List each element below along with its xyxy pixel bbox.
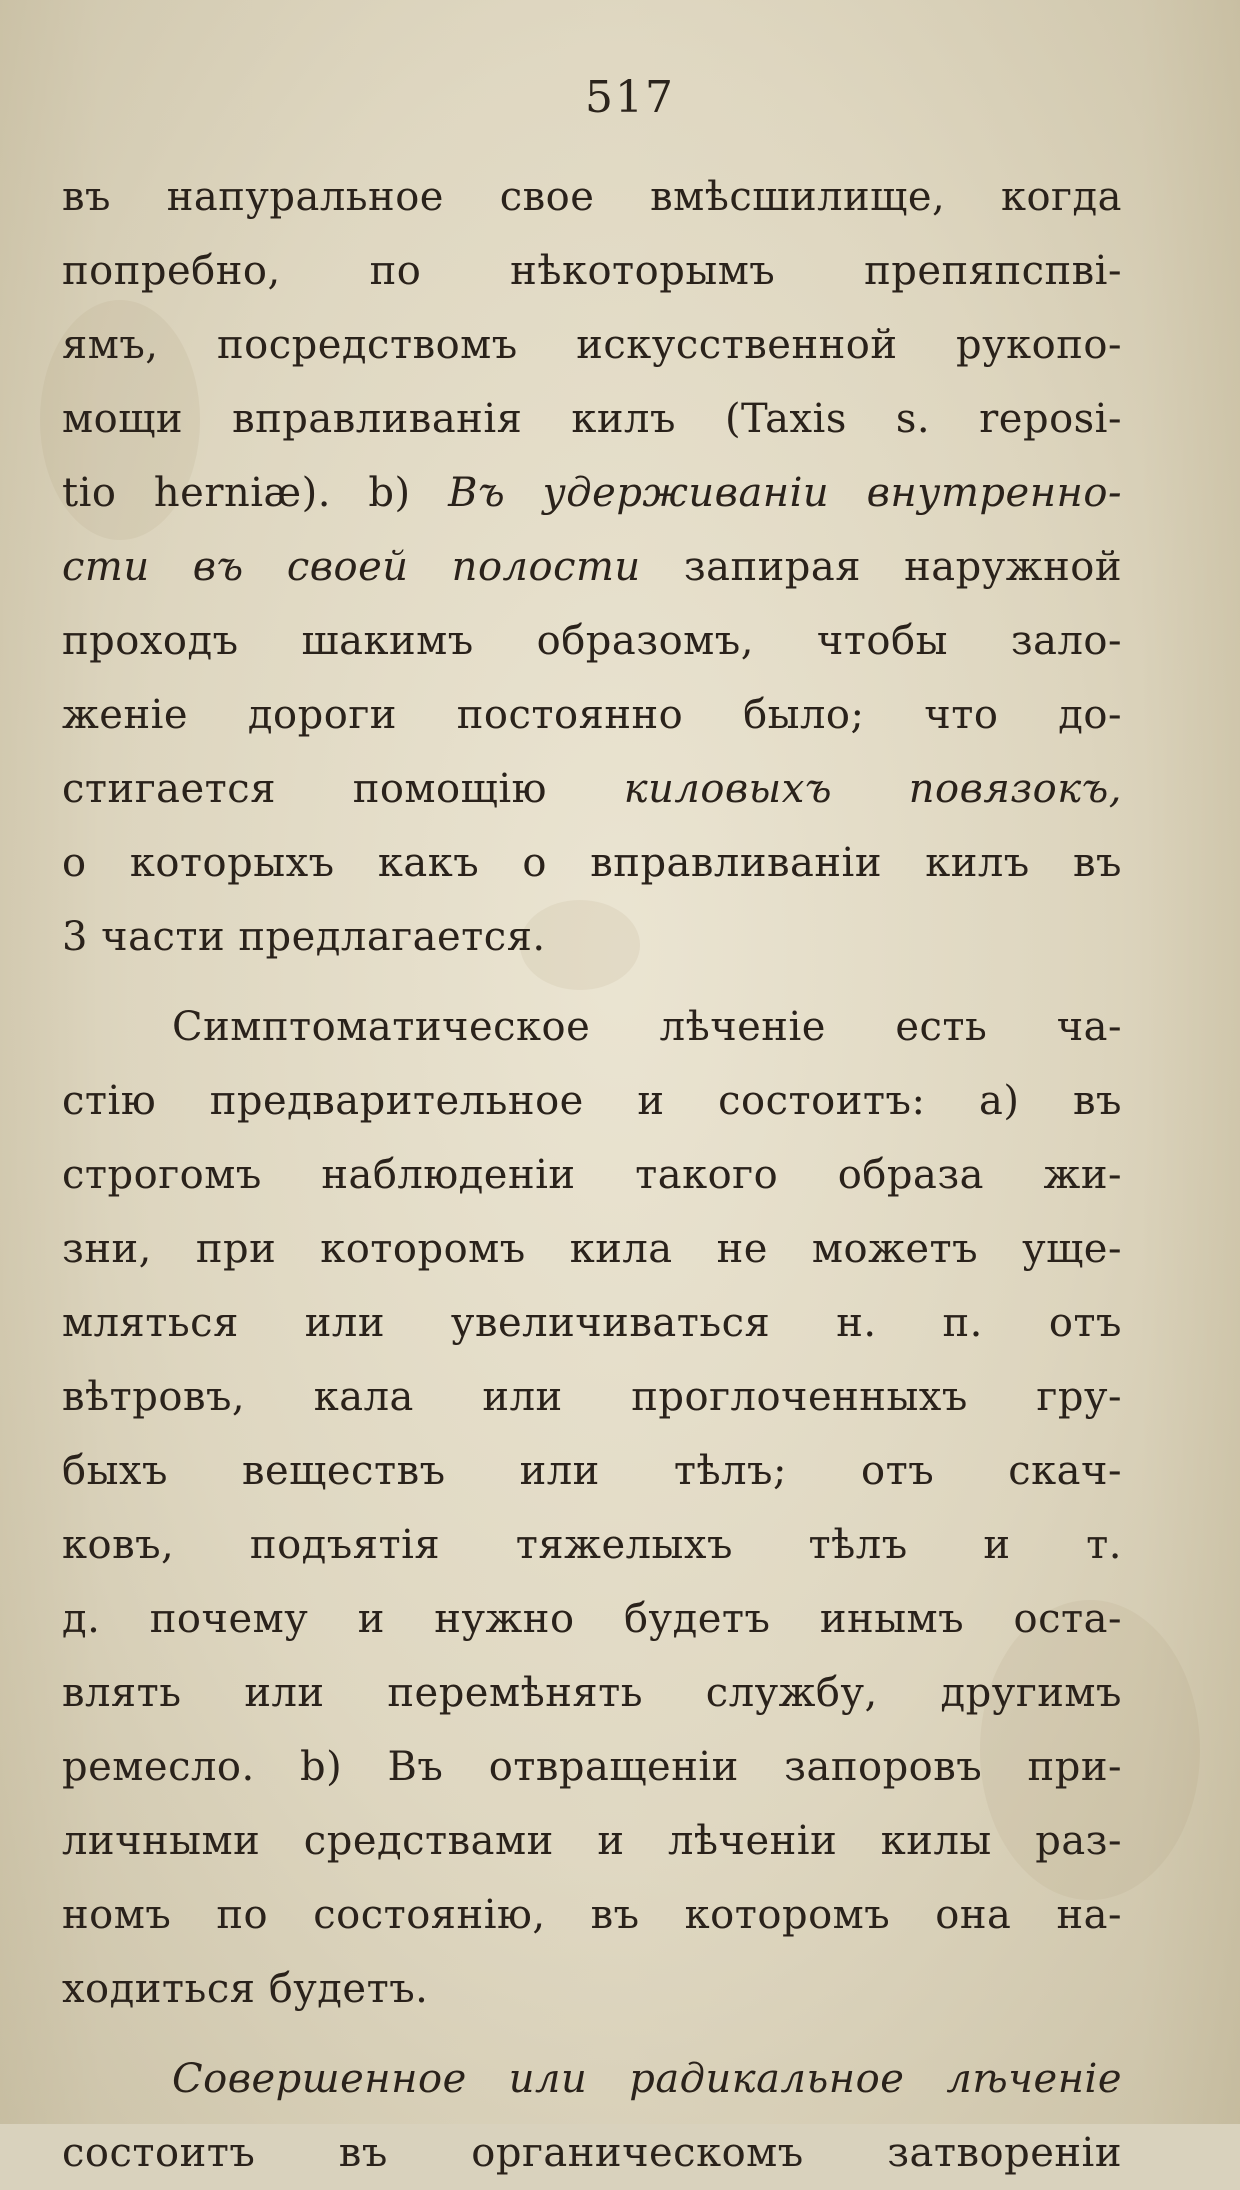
- italic-run: сти въ своей полости: [62, 544, 641, 590]
- italic-run: Въ удерживаніи внутренно-: [448, 470, 1122, 516]
- text-line: ковъ, подъятія тяжелыхъ тѣлъ и т.: [62, 1522, 1122, 1568]
- text-line: состоитъ въ органическомъ затвореніи: [62, 2130, 1122, 2176]
- page-number: 517: [585, 72, 675, 123]
- text-line: [62, 530, 1122, 604]
- body-text: [62, 160, 1122, 2190]
- text-line: 3 части предлагается.: [62, 914, 546, 960]
- text-line: женіе дороги постоянно было; что до-: [62, 692, 1122, 738]
- text-line: мляться или увеличиваться н. п. отъ: [62, 1300, 1122, 1346]
- text-run: запирая наружной: [640, 544, 1122, 590]
- text-line: д. почему и нужно будетъ инымъ оста-: [62, 1596, 1122, 1642]
- text-line: [62, 752, 1122, 826]
- text-line: вѣтровъ, кала или проглоченныхъ гру-: [62, 1374, 1122, 1420]
- text-line: мощи вправливанія килъ (Taxis s. reposi-: [62, 396, 1122, 442]
- text-line: ямъ, посредствомъ искусственной рукопо-: [62, 322, 1122, 368]
- text-line: быхъ веществъ или тѣлъ; отъ скач-: [62, 1448, 1122, 1494]
- text-line: Совершенное или радикальное лѣченіе: [172, 2056, 1122, 2102]
- text-line: стію предварительное и состоитъ: а) въ: [62, 1078, 1122, 1124]
- text-line: ремесло. b) Въ отвращеніи запоровъ при-: [62, 1744, 1122, 1790]
- italic-run: киловыхъ повязокъ,: [623, 766, 1123, 812]
- text-line: ходиться будетъ.: [62, 1966, 429, 2012]
- text-line: о которыхъ какъ о вправливаніи килъ въ: [62, 840, 1122, 886]
- text-line: влять или перемѣнять службу, другимъ: [62, 1670, 1122, 1716]
- text-run: стигается помощію: [62, 766, 624, 812]
- text-line: зни, при которомъ кила не можетъ уще-: [62, 1226, 1122, 1272]
- text-line: [62, 456, 1122, 530]
- text-line: Симптоматическое лѣченіе есть ча-: [172, 1004, 1122, 1050]
- text-line: личными средствами и лѣченіи килы раз-: [62, 1818, 1122, 1864]
- text-line: строгомъ наблюденіи такого образа жи-: [62, 1152, 1122, 1198]
- text-line: попребно, по нѣкоторымъ препяпспві-: [62, 248, 1122, 294]
- text-line: въ напуральное свое вмѣсшилище, когда: [62, 174, 1122, 220]
- text-line: проходъ шакимъ образомъ, чтобы зало-: [62, 618, 1122, 664]
- text-line: номъ по состоянію, въ которомъ она на-: [62, 1892, 1122, 1938]
- text-run: tio herniæ). b): [62, 470, 449, 516]
